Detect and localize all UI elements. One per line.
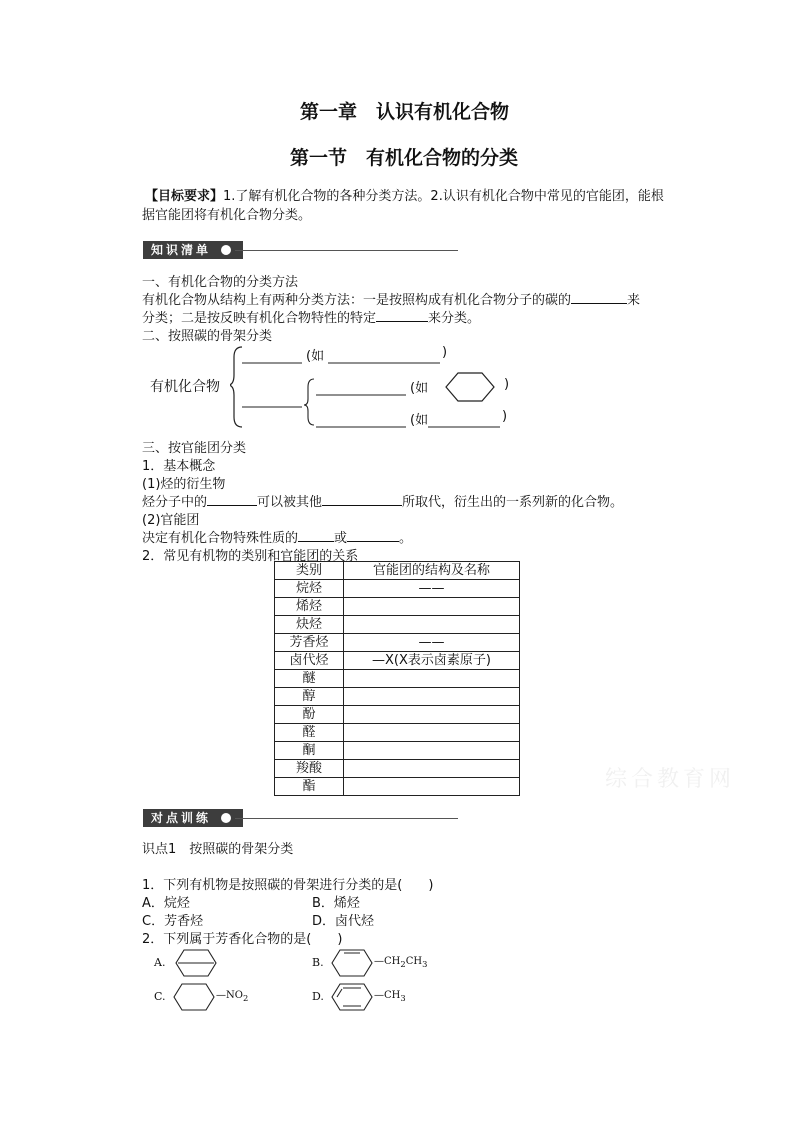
table-row: [275, 580, 520, 598]
table-row: [275, 598, 520, 616]
table-row: [275, 652, 520, 670]
tree-root: 有机化合物: [150, 379, 220, 395]
part3-line-2: [142, 527, 412, 546]
table-cell: 酮: [275, 742, 344, 760]
table-cell: 烷烃: [275, 580, 344, 598]
sub-text: —CH: [374, 990, 401, 1001]
part1-text-1a: 有机化合物从结构上有两种分类方法：一是按照构成有机化合物分子的碳的: [142, 293, 572, 308]
table-cell: 酯: [275, 778, 344, 796]
goals-line-1: [145, 185, 664, 204]
table-cell: 醛: [275, 724, 344, 742]
table-header: 类别: [275, 562, 344, 580]
table-cell: 羧酸: [275, 760, 344, 778]
substituent-ethyl: [374, 956, 427, 969]
table-cell[interactable]: [344, 688, 520, 706]
table-cell[interactable]: [344, 760, 520, 778]
part1-text-2b: 来分类。: [428, 311, 481, 326]
table-row: [275, 742, 520, 760]
sub-index: 2: [400, 959, 406, 969]
text-2b: 或: [334, 531, 348, 546]
table-row: [275, 760, 520, 778]
close-1: ): [442, 345, 448, 360]
table-header-row: [275, 562, 520, 580]
sub-index: 3: [422, 959, 428, 969]
text-2a: 决定有机化合物特殊性质的: [142, 531, 299, 546]
sub-brace-icon: [304, 379, 314, 425]
sub-text: —NO: [216, 990, 243, 1001]
table-cell[interactable]: [344, 742, 520, 760]
knowledge-point-1: 识点1 按照碳的骨架分类: [142, 842, 294, 857]
part1-text-2a: 分类；二是按反映有机化合物特性的特定: [142, 311, 377, 326]
section-title: 第一节 有机化合物的分类: [290, 147, 519, 169]
blank-group[interactable]: [322, 492, 402, 506]
table-cell[interactable]: [344, 598, 520, 616]
substituent-nitro: [216, 990, 248, 1003]
table-cell: 炔烃: [275, 616, 344, 634]
table-cell[interactable]: [344, 670, 520, 688]
practice-section-bar: [143, 809, 458, 827]
table-row: [275, 616, 520, 634]
table-cell: 烯烃: [275, 598, 344, 616]
sub-index: 2: [242, 993, 249, 1003]
substituent-methyl: [374, 990, 406, 1003]
blank-atom-or[interactable]: [298, 528, 334, 542]
benzene-ring-icon: [330, 982, 376, 1012]
table-cell[interactable]: ——: [344, 580, 520, 598]
table-row: [275, 634, 520, 652]
table-row: [275, 778, 520, 796]
q2-option-a-label[interactable]: A.: [154, 956, 166, 969]
part3-sub1: 1．基本概念: [142, 459, 216, 474]
part3-sub2: 2．常见有机物的类别和官能团的关系: [142, 549, 359, 564]
cyclohexane-icon: [446, 373, 494, 401]
goals-text-1: 1.了解有机化合物的各种分类方法。2.认识有机化合物中常见的官能团，能根: [223, 189, 664, 204]
question-1: 1．下列有机物是按照碳的骨架进行分类的是( ): [142, 878, 434, 893]
table-cell[interactable]: —X(X表示卤素原子): [344, 652, 520, 670]
sub-text: —CH: [374, 956, 401, 967]
part1-heading: 一、有机化合物的分类方法: [142, 275, 299, 290]
functional-group-table: [274, 561, 520, 796]
table-header: 官能团的结构及名称: [344, 562, 520, 580]
blank-functional-group[interactable]: [376, 308, 428, 322]
part3-sub1-2: (2)官能团: [142, 513, 200, 528]
goals-text-2: 据官能团将有机化合物分类。: [142, 208, 312, 223]
chapter-title: 第一章 认识有机化合物: [300, 101, 510, 123]
watermark: 综合教育网: [605, 767, 736, 792]
part1-text-1b: 来: [627, 293, 641, 308]
bullet-dot-icon: [221, 245, 231, 255]
q1-option-b[interactable]: B．烯烃: [312, 896, 360, 911]
table-row: [275, 670, 520, 688]
q2-option-c-label[interactable]: C.: [154, 990, 166, 1003]
table-cell[interactable]: [344, 724, 520, 742]
practice-tag: 对点训练: [143, 809, 243, 827]
bullet-dot-icon: [221, 813, 231, 823]
sub-text: CH: [405, 956, 423, 967]
sub-index: 3: [400, 993, 406, 1003]
cyclohexene-icon: [330, 948, 376, 978]
q1-option-a[interactable]: A．烷烃: [142, 896, 190, 911]
table-cell: 酚: [275, 706, 344, 724]
table-cell: 卤代烃: [275, 652, 344, 670]
text-a: 烃分子中的: [142, 495, 208, 510]
table-cell[interactable]: [344, 778, 520, 796]
part3-heading: 三、按官能团分类: [142, 441, 247, 456]
blank-skeleton[interactable]: [571, 290, 627, 304]
table-cell[interactable]: [344, 706, 520, 724]
blank-atomic-group[interactable]: [347, 528, 399, 542]
knowledge-tag: 知识清单: [143, 241, 243, 259]
table-cell[interactable]: ——: [344, 634, 520, 652]
cyclohexane-icon: [172, 982, 218, 1012]
q1-option-c[interactable]: C．芳香烃: [142, 914, 204, 929]
question-2: 2．下列属于芳香化合物的是( ): [142, 932, 343, 947]
table-cell: 芳香烃: [275, 634, 344, 652]
part3-line-a: [142, 491, 623, 510]
table-cell: 醇: [275, 688, 344, 706]
q2-option-d-label[interactable]: D.: [312, 990, 324, 1003]
section-divider: [235, 818, 458, 819]
part1-text-2: [142, 307, 480, 326]
table-row: [275, 724, 520, 742]
section-divider: [235, 250, 458, 251]
q2-option-b-label[interactable]: B.: [312, 956, 324, 969]
example-2: (如: [410, 381, 429, 396]
table-cell[interactable]: [344, 616, 520, 634]
part3-sub1-1: (1)烃的衍生物: [142, 477, 226, 492]
example-1: (如: [306, 349, 325, 364]
text-2c: 。: [399, 531, 413, 546]
classification-tree: [230, 343, 520, 433]
part2-heading: 二、按照碳的骨架分类: [142, 329, 273, 344]
part1-text-1: [142, 289, 640, 308]
text-b: 可以被其他: [257, 495, 323, 510]
brace-icon: [230, 347, 242, 427]
blank-atom[interactable]: [207, 492, 257, 506]
goals-label: 【目标要求】: [145, 189, 224, 204]
q1-option-d[interactable]: D．卤代烃: [312, 914, 375, 929]
example-3: (如: [410, 413, 429, 428]
close-2: ): [504, 377, 510, 392]
cyclohexene-icon: [174, 948, 220, 978]
table-cell: 醚: [275, 670, 344, 688]
text-c: 所取代，衍生出的一系列新的化合物。: [402, 495, 624, 510]
table-row: [275, 688, 520, 706]
knowledge-section-bar: [143, 241, 458, 259]
table-row: [275, 706, 520, 724]
close-3: ): [502, 409, 508, 424]
